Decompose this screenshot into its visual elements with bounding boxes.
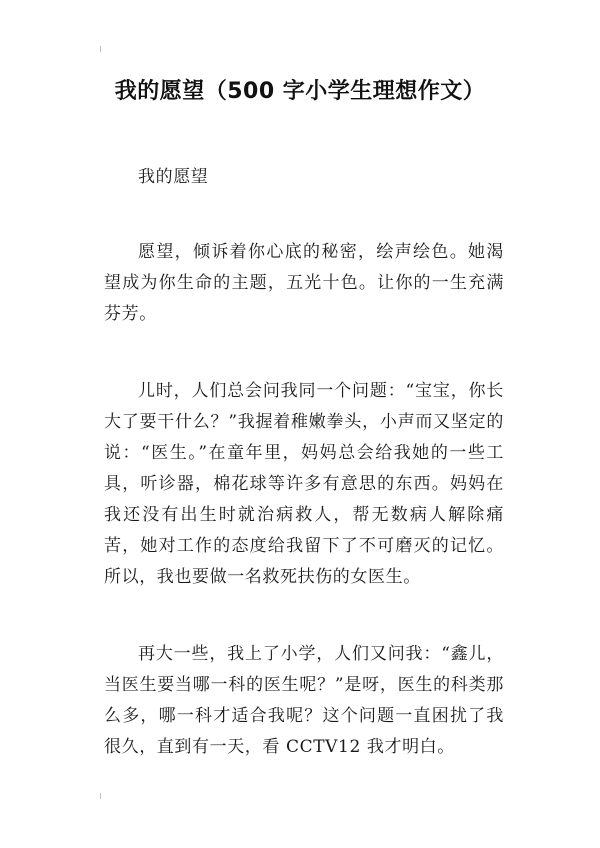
page-corner-mark-bottom: [100, 793, 101, 799]
paragraph-2: 儿时，人们总会问我同一个问题：“宝宝，你长大了要干什么？”我握着稚嫩拳头，小声而又坚定的说：“医生。”在童年里，妈妈总会给我她的一些工具，听诊器，棉花球等许多有意思的东西。妈妈在我还没有出生时就治病救人，帮无数病人解除痛苦，她对工作的态度给我留下了不可磨灭的记忆。所以，我也要做一名救死扶伤的女医生。: [104, 381, 504, 587]
page-corner-mark-top: [100, 46, 101, 52]
essay-subtitle: 我的愿望: [138, 167, 209, 187]
paragraph-1: 愿望，倾诉着你心底的秘密，绘声绘色。她渴望成为你生命的主题，五光十色。让你的一生充满芬芳。: [104, 242, 504, 324]
paragraph-3: 再大一些，我上了小学，人们又问我：“鑫儿，当医生要当哪一科的医生呢？”是呀，医生的科类那么多，哪一科才适合我呢？这个问题一直困扰了我很久，直到有一天，看 CCTV12 我才明白。: [104, 644, 504, 757]
document-title: 我的愿望（500 字小学生理想作文）: [114, 79, 486, 104]
document-body: [104, 162, 504, 763]
